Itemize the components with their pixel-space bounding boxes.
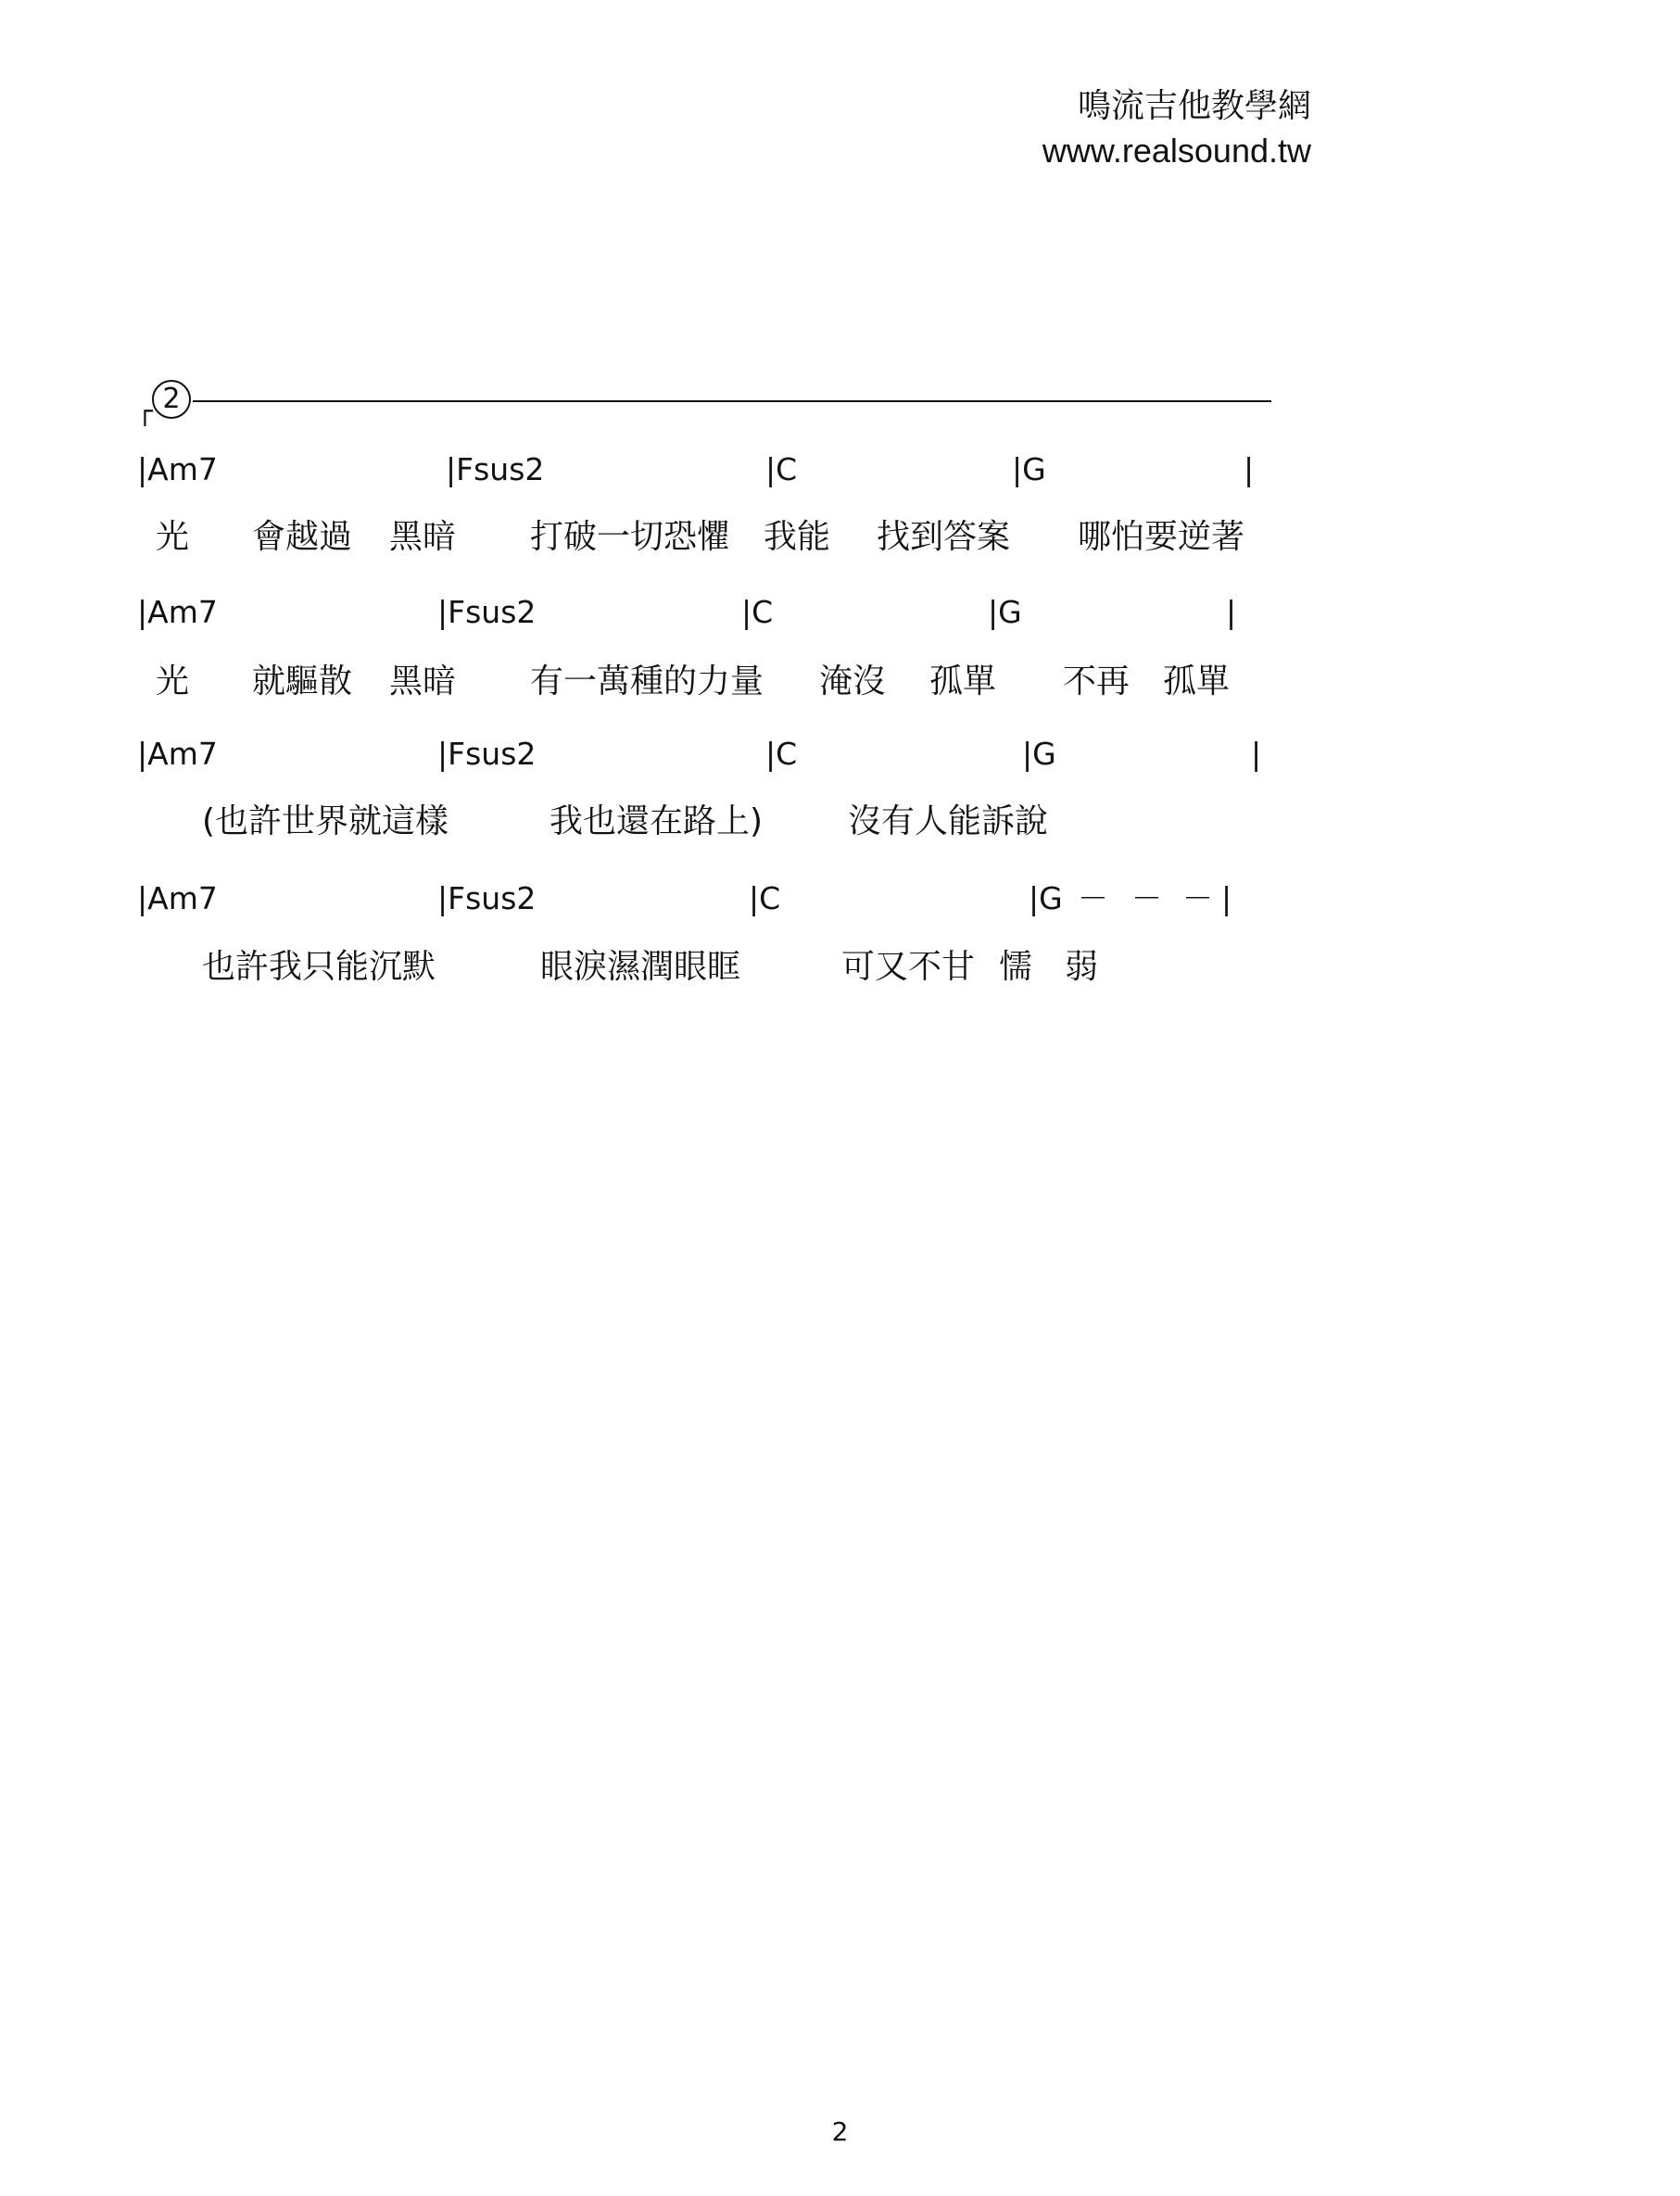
lyric-phrase: 黑暗	[389, 663, 457, 700]
chord-symbol: |Am7	[137, 451, 218, 487]
lyric-phrase: 不再	[1063, 663, 1131, 700]
lyric-phrase: 也許我只能沉默	[202, 948, 436, 986]
lyric-phrase: 眼淚濕潤眼眶	[540, 948, 741, 986]
chord-symbol: －	[1182, 880, 1213, 916]
chord-symbol: |Am7	[137, 736, 218, 772]
lyric-phrase: 孤單	[929, 663, 997, 700]
chord-symbol: |Am7	[137, 880, 218, 916]
lyric-phrase: 有一萬種的力量	[530, 663, 764, 700]
chord-symbol: |C	[749, 880, 781, 916]
chord-symbol: |	[1244, 451, 1255, 487]
chord-symbol: －	[1078, 880, 1108, 916]
section-rule	[193, 400, 1271, 402]
section-number: 2	[152, 380, 191, 419]
lyric-phrase: 我也還在路上)	[549, 802, 764, 840]
chord-symbol: |G	[1029, 880, 1063, 916]
chord-symbol: |Fsus2	[437, 736, 537, 772]
chord-symbol: |G	[1022, 736, 1056, 772]
chord-symbol: |C	[765, 736, 798, 772]
chord-symbol: |	[1226, 594, 1237, 630]
lyric-phrase: (也許世界就這樣	[202, 802, 449, 840]
chord-symbol: |G	[1012, 451, 1046, 487]
chord-symbol: |Fsus2	[446, 451, 545, 487]
site-name: 鳴流吉他教學網	[1077, 87, 1311, 125]
lyric-phrase: 沒有人能訴說	[848, 802, 1049, 840]
chord-symbol: |C	[741, 594, 774, 630]
lyric-phrase: 會越過	[252, 518, 353, 556]
chord-symbol: |G	[988, 594, 1022, 630]
page-number: 2	[831, 2116, 849, 2147]
lyric-phrase: 孤單	[1163, 663, 1231, 700]
lyric-phrase: 就驅散	[252, 663, 353, 700]
site-url: www.realsound.tw	[1042, 132, 1311, 170]
chord-symbol: |Am7	[137, 594, 218, 630]
chord-symbol: |	[1221, 880, 1232, 916]
lyric-phrase: 找到答案	[877, 518, 1011, 556]
lyric-phrase: 弱	[1065, 948, 1099, 986]
lyric-phrase: 淹沒	[819, 663, 887, 700]
lyric-phrase: 打破一切恐懼	[530, 518, 731, 556]
lyric-phrase: 哪怕要逆著	[1078, 518, 1245, 556]
lyric-phrase: 光	[156, 518, 190, 556]
section-corner-mark: ┌	[137, 396, 153, 426]
chord-symbol: |Fsus2	[437, 594, 537, 630]
chord-symbol: |	[1251, 736, 1262, 772]
chord-symbol: |Fsus2	[437, 880, 537, 916]
lyric-phrase: 我能	[764, 518, 831, 556]
lyric-phrase: 黑暗	[389, 518, 457, 556]
chord-symbol: －	[1131, 880, 1162, 916]
lyric-phrase: 光	[156, 663, 190, 700]
lyric-phrase: 可又不甘	[841, 948, 976, 986]
chord-symbol: |C	[765, 451, 798, 487]
lyric-phrase: 懦	[999, 948, 1033, 986]
